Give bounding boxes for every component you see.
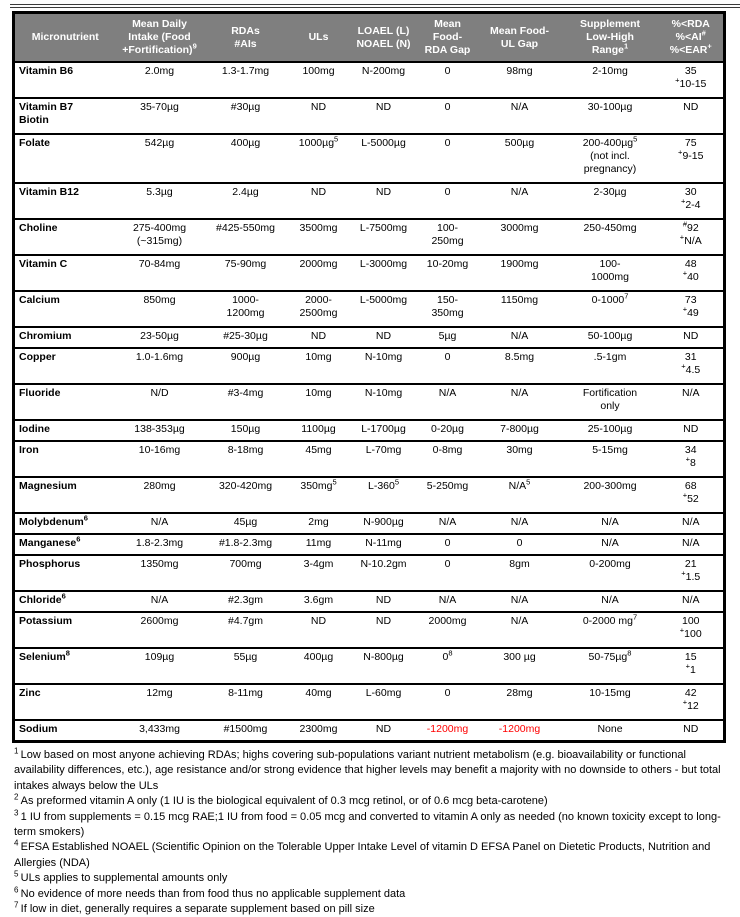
- table-cell: 2600mg: [116, 612, 204, 648]
- table-cell: N/A: [418, 384, 478, 420]
- table-cell: #25-30µg: [204, 327, 288, 348]
- row-label: Chloride$^6$: [14, 591, 116, 612]
- footnote: $^3$ 1 IU from supplements = 0.15 mcg RAE;1 IU from food = 0.05 mcg and converted to vitamin A only as needed (no known toxicity except to long-term smokers): [14, 807, 721, 839]
- table-cell: 0: [418, 348, 478, 384]
- table-cell: 45µg: [204, 513, 288, 534]
- document-page: [0, 4, 740, 917]
- table-cell: ND: [659, 327, 725, 348]
- column-header-5: Mean Food- RDA Gap: [418, 13, 478, 63]
- table-cell: 21 +1.5: [659, 555, 725, 591]
- table-row: [14, 420, 725, 441]
- table-cell: 98mg: [478, 62, 562, 98]
- row-label: Vitamin C: [14, 255, 116, 291]
- table-cell: 0-1000$^7$: [562, 291, 659, 327]
- table-cell: 2mg: [288, 513, 350, 534]
- table-cell: 10-20mg: [418, 255, 478, 291]
- table-cell: 0: [418, 62, 478, 98]
- table-cell: ND: [350, 612, 418, 648]
- table-cell: 0: [418, 98, 478, 134]
- table-cell: 75 +9-15: [659, 134, 725, 183]
- column-header-8: %<RDA %<AI# %<EAR+: [659, 13, 725, 63]
- table-cell: 8-11mg: [204, 684, 288, 720]
- table-cell: 138-353µg: [116, 420, 204, 441]
- table-cell: 200-400µg$^5$ (not incl. pregnancy): [562, 134, 659, 183]
- table-row: [14, 534, 725, 555]
- table-cell: 30 +2-4: [659, 183, 725, 219]
- table-cell: 0-2000 $mg^7$: [562, 612, 659, 648]
- row-label: Copper: [14, 348, 116, 384]
- table-cell: 400µg: [288, 648, 350, 684]
- table-cell: 0-8mg: [418, 441, 478, 477]
- table-cell: 7-800µg: [478, 420, 562, 441]
- table-cell: N/A: [478, 384, 562, 420]
- table-cell: 0-200mg: [562, 555, 659, 591]
- table-cell: L-7500mg: [350, 219, 418, 255]
- footnote: $^4$ EFSA Established NOAEL (Scientific Opinion on the Tolerable Upper Intake Level of vitamin D EFSA Panel on Dietetic Products, Nutrition and Allergies (NDA): [14, 838, 711, 869]
- table-cell: N-10mg: [350, 348, 418, 384]
- table-cell: 55µg: [204, 648, 288, 684]
- table-cell: $L-360^5$: [350, 477, 418, 513]
- table-cell: ND: [288, 327, 350, 348]
- table-row: [14, 183, 725, 219]
- table-cell: 1000- 1200mg: [204, 291, 288, 327]
- table-cell: 2-10mg: [562, 62, 659, 98]
- table-cell: 2000mg: [288, 255, 350, 291]
- table-cell: 2.0mg: [116, 62, 204, 98]
- table-cell: 8gm: [478, 555, 562, 591]
- table-cell: -1200mg: [478, 720, 562, 742]
- table-cell: 0: [478, 534, 562, 555]
- row-label: Magnesium: [14, 477, 116, 513]
- table-cell: #1500mg: [204, 720, 288, 742]
- table-cell: 15 +1: [659, 648, 725, 684]
- column-header-4: LOAEL (L) NOAEL (N): [350, 13, 418, 63]
- table-cell: 275-400mg (~315mg): [116, 219, 204, 255]
- table-cell: 11mg: [288, 534, 350, 555]
- column-header-0: Micronutrient: [14, 13, 116, 63]
- table-cell: 2000mg: [418, 612, 478, 648]
- row-label: Iron: [14, 441, 116, 477]
- table-cell: -1200mg: [418, 720, 478, 742]
- table-cell: 200-300mg: [562, 477, 659, 513]
- table-cell: 45mg: [288, 441, 350, 477]
- table-cell: N/A: [478, 98, 562, 134]
- table-cell: ND: [288, 98, 350, 134]
- table-cell: #2.3gm: [204, 591, 288, 612]
- table-cell: 10mg: [288, 384, 350, 420]
- table-body: [14, 62, 725, 742]
- table-cell: N-11mg: [350, 534, 418, 555]
- table-row: [14, 291, 725, 327]
- table-cell: 3000mg: [478, 219, 562, 255]
- row-label: Folate: [14, 134, 116, 183]
- row-label: Manganese$^6$: [14, 534, 116, 555]
- table-cell: 5µg: [418, 327, 478, 348]
- table-cell: $N/A^5$: [478, 477, 562, 513]
- table-cell: 320-420mg: [204, 477, 288, 513]
- table-cell: 5.3µg: [116, 183, 204, 219]
- row-label: Vitamin B12: [14, 183, 116, 219]
- table-cell: 1.3-1.7mg: [204, 62, 288, 98]
- table-cell: 3,433mg: [116, 720, 204, 742]
- table-cell: N/A: [116, 591, 204, 612]
- table-cell: 75-90mg: [204, 255, 288, 291]
- table-cell: N/A: [418, 513, 478, 534]
- table-row: [14, 327, 725, 348]
- table-cell: N/A: [478, 612, 562, 648]
- table-cell: N/A: [562, 513, 659, 534]
- table-cell: 8.5mg: [478, 348, 562, 384]
- table-cell: None: [562, 720, 659, 742]
- table-cell: N/A: [659, 513, 725, 534]
- table-cell: 10-16mg: [116, 441, 204, 477]
- table-cell: 150- 350mg: [418, 291, 478, 327]
- table-cell: 2300mg: [288, 720, 350, 742]
- table-cell: 100mg: [288, 62, 350, 98]
- table-cell: 100- 1000mg: [562, 255, 659, 291]
- table-cell: Fortification only: [562, 384, 659, 420]
- table-cell: N/A: [562, 534, 659, 555]
- table-cell: #92 +N/A: [659, 219, 725, 255]
- table-cell: N/A: [478, 327, 562, 348]
- column-header-3: ULs: [288, 13, 350, 63]
- table-cell: 8-18mg: [204, 441, 288, 477]
- table-cell: 50-75µg$^8$: [562, 648, 659, 684]
- footnote: $^5$ ULs applies to supplemental amounts only: [14, 869, 228, 885]
- table-cell: ND: [350, 98, 418, 134]
- table-cell: N/A: [116, 513, 204, 534]
- table-cell: 2-30µg: [562, 183, 659, 219]
- table-cell: 35 +10-15: [659, 62, 725, 98]
- table-cell: 0: [418, 534, 478, 555]
- table-cell: L-70mg: [350, 441, 418, 477]
- table-cell: 48 +40: [659, 255, 725, 291]
- footnote: $^2$ As preformed vitamin A only (1 IU is the biological equivalent of 0.3 mcg retinol, or of 0.6 mcg beta-carotene): [14, 792, 548, 808]
- row-label: Fluoride: [14, 384, 116, 420]
- table-cell: 0: [418, 183, 478, 219]
- table-cell: 250-450mg: [562, 219, 659, 255]
- table-row: [14, 62, 725, 98]
- table-cell: ND: [350, 327, 418, 348]
- table-cell: .5-1gm: [562, 348, 659, 384]
- footnote: $^7$ If low in diet, generally requires a separate supplement based on pill size: [14, 900, 375, 916]
- table-cell: 70-84mg: [116, 255, 204, 291]
- table-cell: 850mg: [116, 291, 204, 327]
- row-label: Iodine: [14, 420, 116, 441]
- table-cell: ND: [288, 183, 350, 219]
- table-cell: 300 µg: [478, 648, 562, 684]
- table-cell: 1.8-2.3mg: [116, 534, 204, 555]
- table-cell: 5-250mg: [418, 477, 478, 513]
- row-label: Phosphorus: [14, 555, 116, 591]
- table-cell: 3.6gm: [288, 591, 350, 612]
- footnote: $^1$ Low based on most anyone achieving RDAs; highs covering sub-populations variant nutrient metabolism (e.g. bioavailability or functional availability differences, etc.), age resistance and/or strong evidence that higher levels may benefit a majority with no downside to others - but total intakes always below the ULs: [14, 746, 721, 792]
- table-cell: N/A: [659, 591, 725, 612]
- table-cell: 12mg: [116, 684, 204, 720]
- table-cell: 35-70µg: [116, 98, 204, 134]
- table-cell: 34 +8: [659, 441, 725, 477]
- table-cell: 1900mg: [478, 255, 562, 291]
- table-cell: 542µg: [116, 134, 204, 183]
- table-cell: #30µg: [204, 98, 288, 134]
- table-cell: ND: [659, 98, 725, 134]
- table-cell: L-5000mg: [350, 291, 418, 327]
- table-cell: N/A: [659, 534, 725, 555]
- page-divider-rule: [10, 4, 740, 8]
- table-cell: 68 +52: [659, 477, 725, 513]
- table-cell: 500µg: [478, 134, 562, 183]
- table-cell: 100 +100: [659, 612, 725, 648]
- table-row: [14, 477, 725, 513]
- table-cell: 280mg: [116, 477, 204, 513]
- column-header-7: Supplement Low-High Range$^1$: [562, 13, 659, 63]
- table-cell: 700mg: [204, 555, 288, 591]
- table-cell: 30mg: [478, 441, 562, 477]
- table-cell: ND: [659, 720, 725, 742]
- table-cell: N/A: [478, 183, 562, 219]
- table-cell: 100- 250mg: [418, 219, 478, 255]
- table-cell: #4.7gm: [204, 612, 288, 648]
- table-cell: N-200mg: [350, 62, 418, 98]
- row-label: Vitamin B7 Biotin: [14, 98, 116, 134]
- table-cell: #3-4mg: [204, 384, 288, 420]
- table-cell: #1.8-2.3mg: [204, 534, 288, 555]
- table-cell: N-900µg: [350, 513, 418, 534]
- table-cell: 1000µg$^5$: [288, 134, 350, 183]
- table-cell: 31 +4.5: [659, 348, 725, 384]
- table-cell: #425-550mg: [204, 219, 288, 255]
- table-cell: 28mg: [478, 684, 562, 720]
- table-cell: N-800µg: [350, 648, 418, 684]
- table-cell: 50-100µg: [562, 327, 659, 348]
- table-cell: 10mg: [288, 348, 350, 384]
- table-cell: 25-100µg: [562, 420, 659, 441]
- table-cell: 1350mg: [116, 555, 204, 591]
- table-cell: 400µg: [204, 134, 288, 183]
- row-label: Molybdenum$^6$: [14, 513, 116, 534]
- table-row: [14, 219, 725, 255]
- table-cell: N/D: [116, 384, 204, 420]
- table-cell: N/A: [562, 591, 659, 612]
- table-cell: 73 +49: [659, 291, 725, 327]
- table-cell: 0: [418, 134, 478, 183]
- table-cell: 1150mg: [478, 291, 562, 327]
- table-cell: N/A: [478, 591, 562, 612]
- table-cell: $0^8$: [418, 648, 478, 684]
- column-header-2: RDAs #AIs: [204, 13, 288, 63]
- table-cell: L-60mg: [350, 684, 418, 720]
- table-cell: 5-15mg: [562, 441, 659, 477]
- row-label: Selenium$^8$: [14, 648, 116, 684]
- row-label: Potassium: [14, 612, 116, 648]
- table-row: [14, 648, 725, 684]
- table-cell: 23-50µg: [116, 327, 204, 348]
- table-cell: N/A: [659, 384, 725, 420]
- table-row: [14, 134, 725, 183]
- footnote: $^6$ No evidence of more needs than from food thus no applicable supplement data: [14, 885, 406, 900]
- row-label: Sodium: [14, 720, 116, 742]
- table-cell: 42 +12: [659, 684, 725, 720]
- table-cell: $350mg^5$: [288, 477, 350, 513]
- table-row: [14, 441, 725, 477]
- table-row: [14, 612, 725, 648]
- table-row: [14, 348, 725, 384]
- row-label: Vitamin B6: [14, 62, 116, 98]
- table-cell: 3500mg: [288, 219, 350, 255]
- table-cell: N-10mg: [350, 384, 418, 420]
- row-label: Chromium: [14, 327, 116, 348]
- table-row: [14, 513, 725, 534]
- table-cell: ND: [659, 420, 725, 441]
- table-header-row: [14, 13, 725, 63]
- table-cell: L-5000µg: [350, 134, 418, 183]
- table-row: [14, 555, 725, 591]
- row-label: Calcium: [14, 291, 116, 327]
- table-cell: 2.4µg: [204, 183, 288, 219]
- table-cell: 10-15mg: [562, 684, 659, 720]
- table-cell: N-10.2gm: [350, 555, 418, 591]
- table-row: [14, 591, 725, 612]
- row-label: Choline: [14, 219, 116, 255]
- table-row: [14, 684, 725, 720]
- table-cell: ND: [350, 591, 418, 612]
- table-row: [14, 720, 725, 742]
- table-cell: 2000- 2500mg: [288, 291, 350, 327]
- micronutrient-table: [12, 11, 726, 743]
- table-cell: ND: [350, 720, 418, 742]
- row-label: Zinc: [14, 684, 116, 720]
- table-cell: 3-4gm: [288, 555, 350, 591]
- table-cell: 1100µg: [288, 420, 350, 441]
- table-cell: 30-100µg: [562, 98, 659, 134]
- table-row: [14, 255, 725, 291]
- table-cell: L-1700µg: [350, 420, 418, 441]
- table-cell: 1.0-1.6mg: [116, 348, 204, 384]
- table-cell: 150µg: [204, 420, 288, 441]
- table-row: [14, 98, 725, 134]
- table-cell: L-3000mg: [350, 255, 418, 291]
- column-header-1: Mean Daily Intake (Food +Fortification)$^9$: [116, 13, 204, 63]
- table-cell: 40mg: [288, 684, 350, 720]
- table-cell: 0-20µg: [418, 420, 478, 441]
- table-row: [14, 384, 725, 420]
- table-cell: ND: [288, 612, 350, 648]
- table-cell: N/A: [418, 591, 478, 612]
- footnotes-section: [14, 748, 726, 917]
- table-cell: 0: [418, 684, 478, 720]
- column-header-6: Mean Food- UL Gap: [478, 13, 562, 63]
- table-cell: N/A: [478, 513, 562, 534]
- table-cell: ND: [350, 183, 418, 219]
- table-cell: 900µg: [204, 348, 288, 384]
- table-cell: 0: [418, 555, 478, 591]
- table-cell: 109µg: [116, 648, 204, 684]
